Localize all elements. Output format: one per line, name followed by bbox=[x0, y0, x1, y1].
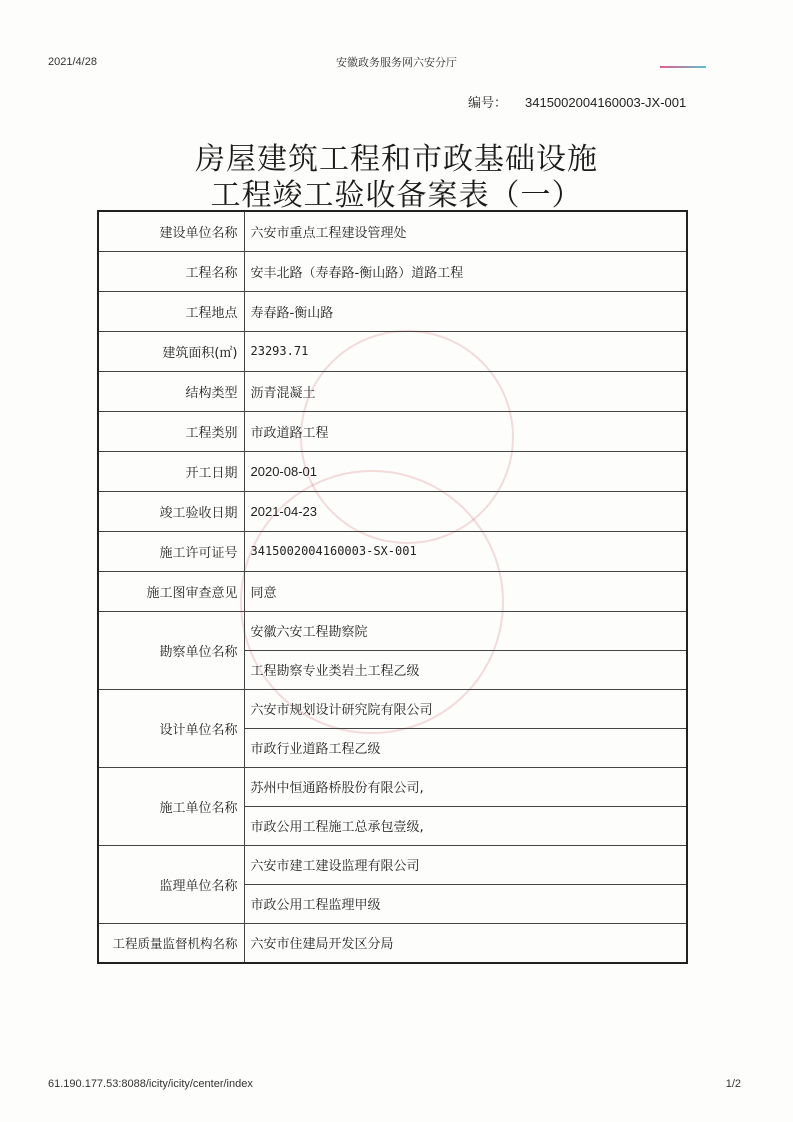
quality-value: 六安市住建局开发区分局 bbox=[244, 923, 687, 963]
location-label: 工程地点 bbox=[98, 291, 244, 331]
category-label: 工程类别 bbox=[98, 411, 244, 451]
row-permit bbox=[98, 531, 687, 571]
title-line-2: 工程竣工验收备案表（一） bbox=[210, 178, 583, 213]
review-value: 同意 bbox=[244, 571, 687, 611]
decorative-line bbox=[660, 66, 706, 68]
area-value: 23293.71 bbox=[244, 331, 687, 371]
project-label: 工程名称 bbox=[98, 251, 244, 291]
survey-qualification: 工程勘察专业类岩土工程乙级 bbox=[244, 650, 687, 689]
row-start-date bbox=[98, 451, 687, 491]
row-structure bbox=[98, 371, 687, 411]
builder-value: 六安市重点工程建设管理处 bbox=[244, 211, 687, 251]
row-survey-name bbox=[98, 611, 687, 650]
accept-date-value: 2021-04-23 bbox=[244, 491, 687, 531]
project-value: 安丰北路（寿春路-衡山路）道路工程 bbox=[244, 251, 687, 291]
document-number bbox=[468, 92, 686, 111]
review-label: 施工图审查意见 bbox=[98, 571, 244, 611]
design-qualification: 市政行业道路工程乙级 bbox=[244, 728, 687, 767]
row-design-name bbox=[98, 689, 687, 728]
construct-qualification: 市政公用工程施工总承包壹级, bbox=[244, 806, 687, 845]
row-accept-date bbox=[98, 491, 687, 531]
start-date-label: 开工日期 bbox=[98, 451, 244, 491]
category-value: 市政道路工程 bbox=[244, 411, 687, 451]
survey-label: 勘察单位名称 bbox=[98, 611, 244, 689]
supervise-label: 监理单位名称 bbox=[98, 845, 244, 923]
title-line-1: 房屋建筑工程和市政基础设施 bbox=[195, 142, 598, 177]
structure-label: 结构类型 bbox=[98, 371, 244, 411]
document-number-value: 3415002004160003-JX-001 bbox=[525, 95, 687, 110]
quality-label: 工程质量监督机构名称 bbox=[98, 923, 244, 963]
start-date-value: 2020-08-01 bbox=[244, 451, 687, 491]
supervise-name: 六安市建工建设监理有限公司 bbox=[244, 845, 687, 884]
accept-date-label: 竣工验收日期 bbox=[98, 491, 244, 531]
row-construct-name bbox=[98, 767, 687, 806]
permit-value: 3415002004160003-SX-001 bbox=[244, 531, 687, 571]
design-label: 设计单位名称 bbox=[98, 689, 244, 767]
row-location bbox=[98, 291, 687, 331]
row-area bbox=[98, 331, 687, 371]
row-category bbox=[98, 411, 687, 451]
row-review bbox=[98, 571, 687, 611]
location-value: 寿春路-衡山路 bbox=[244, 291, 687, 331]
row-project bbox=[98, 251, 687, 291]
print-date: 2021/4/28 bbox=[48, 56, 97, 68]
row-quality bbox=[98, 923, 687, 963]
filing-form-table bbox=[97, 210, 688, 964]
area-label: 建筑面积(㎡) bbox=[98, 331, 244, 371]
footer-url: 61.190.177.53:8088/icity/icity/center/index bbox=[48, 1078, 253, 1090]
permit-label: 施工许可证号 bbox=[98, 531, 244, 571]
print-source: 安徽政务服务网六安分厅 bbox=[336, 56, 457, 69]
builder-label: 建设单位名称 bbox=[98, 211, 244, 251]
row-builder bbox=[98, 211, 687, 251]
design-name: 六安市规划设计研究院有限公司 bbox=[244, 689, 687, 728]
construct-label: 施工单位名称 bbox=[98, 767, 244, 845]
structure-value: 沥青混凝土 bbox=[244, 371, 687, 411]
survey-name: 安徽六安工程勘察院 bbox=[244, 611, 687, 650]
document-number-label: 编号： bbox=[468, 95, 508, 110]
construct-name: 苏州中恒通路桥股份有限公司, bbox=[244, 767, 687, 806]
footer-page-number: 1/2 bbox=[725, 1078, 741, 1090]
supervise-qualification: 市政公用工程监理甲级 bbox=[244, 884, 687, 923]
row-supervise-name bbox=[98, 845, 687, 884]
